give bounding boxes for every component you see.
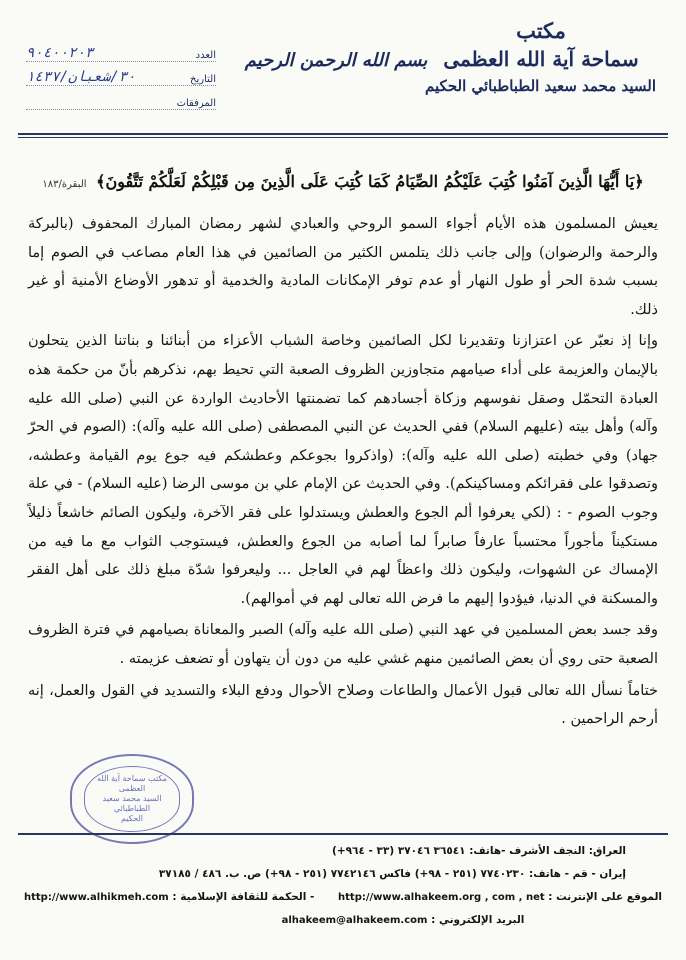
paragraph-closing: ختاماً نسأل الله تعالى قبول الأعمال والطاعات وصلاح الأحوال ودفع البلاء والتسديد في القول والعمل، إنه أرحم الراحمين . xyxy=(28,682,658,728)
header-divider-thin xyxy=(18,137,668,138)
footer-websites xyxy=(24,886,662,909)
attachments-label: المرفقات xyxy=(176,98,216,109)
verse-text: ﴿يَا أَيُّهَا الَّذِينَ آمَنُوا كُتِبَ عَلَيْكُمُ الصِّيَامُ كَمَا كُتِبَ عَلَى الَّذِينَ مِن قَبْلِكُمْ لَعَلَّكُمْ تَتَّقُونَ﴾ xyxy=(96,172,644,191)
seal-line-2: السيد محمد سعيد الطباطبائي xyxy=(102,794,162,813)
date-value: ٣٠/شعبان/١٤٣٧ xyxy=(26,69,136,85)
email-label: البريد الإلكتروني : xyxy=(431,914,525,926)
footer-iraq-contact: العراق: النجف الأشرف -هاتف: ٣٦٥٤١ ٣٧٠٤٦ (٣٣ - ٩٦٤+) xyxy=(332,845,626,857)
ref-number-row xyxy=(26,40,216,62)
paragraph-hadith: وإنا إذ نعبّر عن اعتزازنا وتقديرنا لكل الصائمين وخاصة الشباب الأعزاء من أبنائنا و بناتنا الذين يتحلون بالإيمان والعزيمة على أداء صيامهم متجاوزين الظروف الصعبة التي تحيط بهم، نذكرهم بأنّ من حكمة هذه العبادة التحمّل وصقل نفوسهم وزكاة أجسادهم كما تضمنتها الأحاديث الواردة عن النبي (صلى الله عليه وآله) وأهل بيته (عليهم السلام) ففي الحديث عن النبي المصطفى (صلى الله عليه وآله): (الصوم في الحرّ جهاد) وفي خطبته (صلى الله عليه وآله): (واذكروا بجوعكم وعطشكم فيه جوع يوم القيامة وعطشه، وتصدقوا على فقرائكم ومساكينكم). وفي الحديث عن الإمام علي بن موسى الرضا (عليه السلام) - في علة وجوب الصوم - : (لكي يعرفوا ألم الجوع والعطش ويستدلوا على فقر الآخرة، وليكون الصائم خاشعاً ذليلاً مستكيناً مأجوراً محتسباً عارفاً صابراً لما أصابه من الجوع والعطش، فيستوجب الثواب مع ما فيه من الإمساك عن الشهوات، وليكون ذلك واعظاً لهم في العاجل ... وليعرفوا شدّة مبلغ ذلك على أهل الفقر والمسكنة في الدنيا، فيؤدوا إليهم ما فرض الله تعالى لهم في أموالهم). xyxy=(28,333,658,607)
date-row xyxy=(26,64,216,86)
paragraph-history: وقد جسد بعض المسلمين في عهد النبي (صلى الله عليه وآله) الصبر والمعاناة بصيامهم في فترة الظروف الصعبة حتى روي أن بعض الصائمين منهم غشي عليه من دون أن يتهاون أو تضعف عزيمته . xyxy=(28,622,658,667)
ref-number-value: ٩٠٤٠٠٢٠٣ xyxy=(26,45,94,61)
culture-label: - الحكمة للثقافة الإسلامية : xyxy=(172,891,315,903)
footer-email xyxy=(24,909,662,932)
basmala: بسم الله الرحمن الرحيم xyxy=(244,50,428,71)
office-seal xyxy=(70,754,194,844)
office-name: السيد محمد سعيد الطباطبائي الحكيم xyxy=(425,77,656,95)
paragraph-intro: يعيش المسلمون هذه الأيام أجواء السمو الروحي والعبادي لشهر رمضان المبارك المحفوف (بالبركة والرحمة والرضوان) وإلى جانب ذلك يتلمس الكثير من الصائمين في هذا العام مصاعب في الصوم إما بسبب شدة الحر أو طول النهار أو عدم توفر الإمكانات المادية والخدمية أو تدهور الأوضاع الأمنية أو غير ذلك. xyxy=(28,216,658,318)
website-link-alhikmeh[interactable]: http://www.alhikmeh.com xyxy=(24,892,169,903)
letter-body xyxy=(28,210,658,737)
website-group-1 xyxy=(338,886,662,909)
ref-number-label: العدد xyxy=(195,50,216,61)
email-link[interactable]: alhakeem@alhakeem.com xyxy=(281,915,428,926)
website-label: الموقع على الإنترنت : xyxy=(548,891,662,903)
seal-line-3: الحكيم xyxy=(121,814,143,823)
header-divider xyxy=(18,133,668,135)
attachments-row xyxy=(26,88,216,110)
quran-verse xyxy=(30,172,656,191)
seal-inner xyxy=(84,766,180,832)
website-group-2 xyxy=(24,886,314,909)
footer-divider xyxy=(18,833,668,835)
footer-iran-contact: إيران - قم - هاتف: ٧٧٤٠٢٣٠ (٢٥١ - ٩٨+) فاكس ٧٧٤٢١٤٦ (٢٥١ - ٩٨+) ص. ب. ٤٨٦ / ٣٧١٨٥ xyxy=(158,868,626,880)
footer xyxy=(24,840,662,932)
office-label: مكتب xyxy=(516,18,566,43)
website-link-alhakeem[interactable]: http://www.alhakeem.org , com , net xyxy=(338,892,545,903)
date-label: التاريخ xyxy=(190,74,216,85)
verse-reference: البقرة/١٨٣ xyxy=(42,179,87,190)
office-title-block xyxy=(426,18,656,98)
office-title: سماحة آية الله العظمى xyxy=(443,47,639,71)
seal-line-1: مكتب سماحة آية الله العظمى xyxy=(97,774,167,793)
reference-block xyxy=(26,40,216,112)
